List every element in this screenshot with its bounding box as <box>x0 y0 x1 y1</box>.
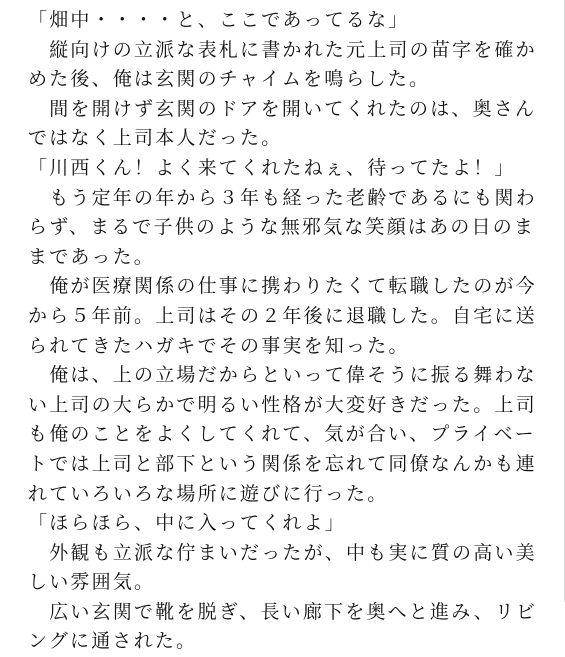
text-line: 外観も立派な佇まいだったが、中も実に質の高い美 <box>28 541 537 564</box>
text-line: ではなく上司本人だった。 <box>28 127 283 150</box>
text-line: 広い玄関で靴を脱ぎ、長い廊下を奥へと進み、リビ <box>28 600 538 623</box>
text-line: い上司の大らかで明るい性格が大変好きだった。上司 <box>28 393 537 416</box>
text-line: らず、まるで子供のような無邪気な笑顔はあの日のま <box>28 216 536 239</box>
text-line: られてきたハガキでその事実を知った。 <box>28 334 410 357</box>
text-line: 「川西くん！よく来てくれたねぇ、待ってたよ！」 <box>28 156 516 179</box>
text-line: 「ほらほら、中に入ってくれよ」 <box>28 512 347 535</box>
text-line: 間を開けず玄関のドアを開いてくれたのは、奥さん <box>28 97 537 120</box>
story-text <box>28 6 538 657</box>
text-line: 「畑中・・・・と、ここであってるな」 <box>28 9 410 31</box>
text-line: 縦向けの立派な表札に書かれた元上司の苗字を確か <box>28 38 537 61</box>
text-line: 俺が医療関係の仕事に携わりたくて転職したのが今 <box>28 275 537 298</box>
text-line: めた後、俺は玄関のチャイムを鳴らした。 <box>28 68 431 91</box>
text-line: 俺は、上の立場だからといって偉そうに振る舞わな <box>28 364 537 387</box>
text-line: しい雰囲気。 <box>28 571 156 594</box>
text-line: れていろいろな場所に遊びに行った。 <box>28 482 389 505</box>
text-line: まであった。 <box>28 245 156 268</box>
text-line: ングに通された。 <box>28 630 198 653</box>
text-line: トでは上司と部下という関係を忘れて同僚なんかも連 <box>28 452 537 475</box>
text-line: から５年前。上司はその２年後に退職した。自宅に送 <box>28 304 537 327</box>
text-line: もう定年の年から３年も経った老齢であるにも関わ <box>28 186 537 209</box>
text-line: も俺のことをよくしてくれて、気が合い、プライベー <box>28 423 536 446</box>
